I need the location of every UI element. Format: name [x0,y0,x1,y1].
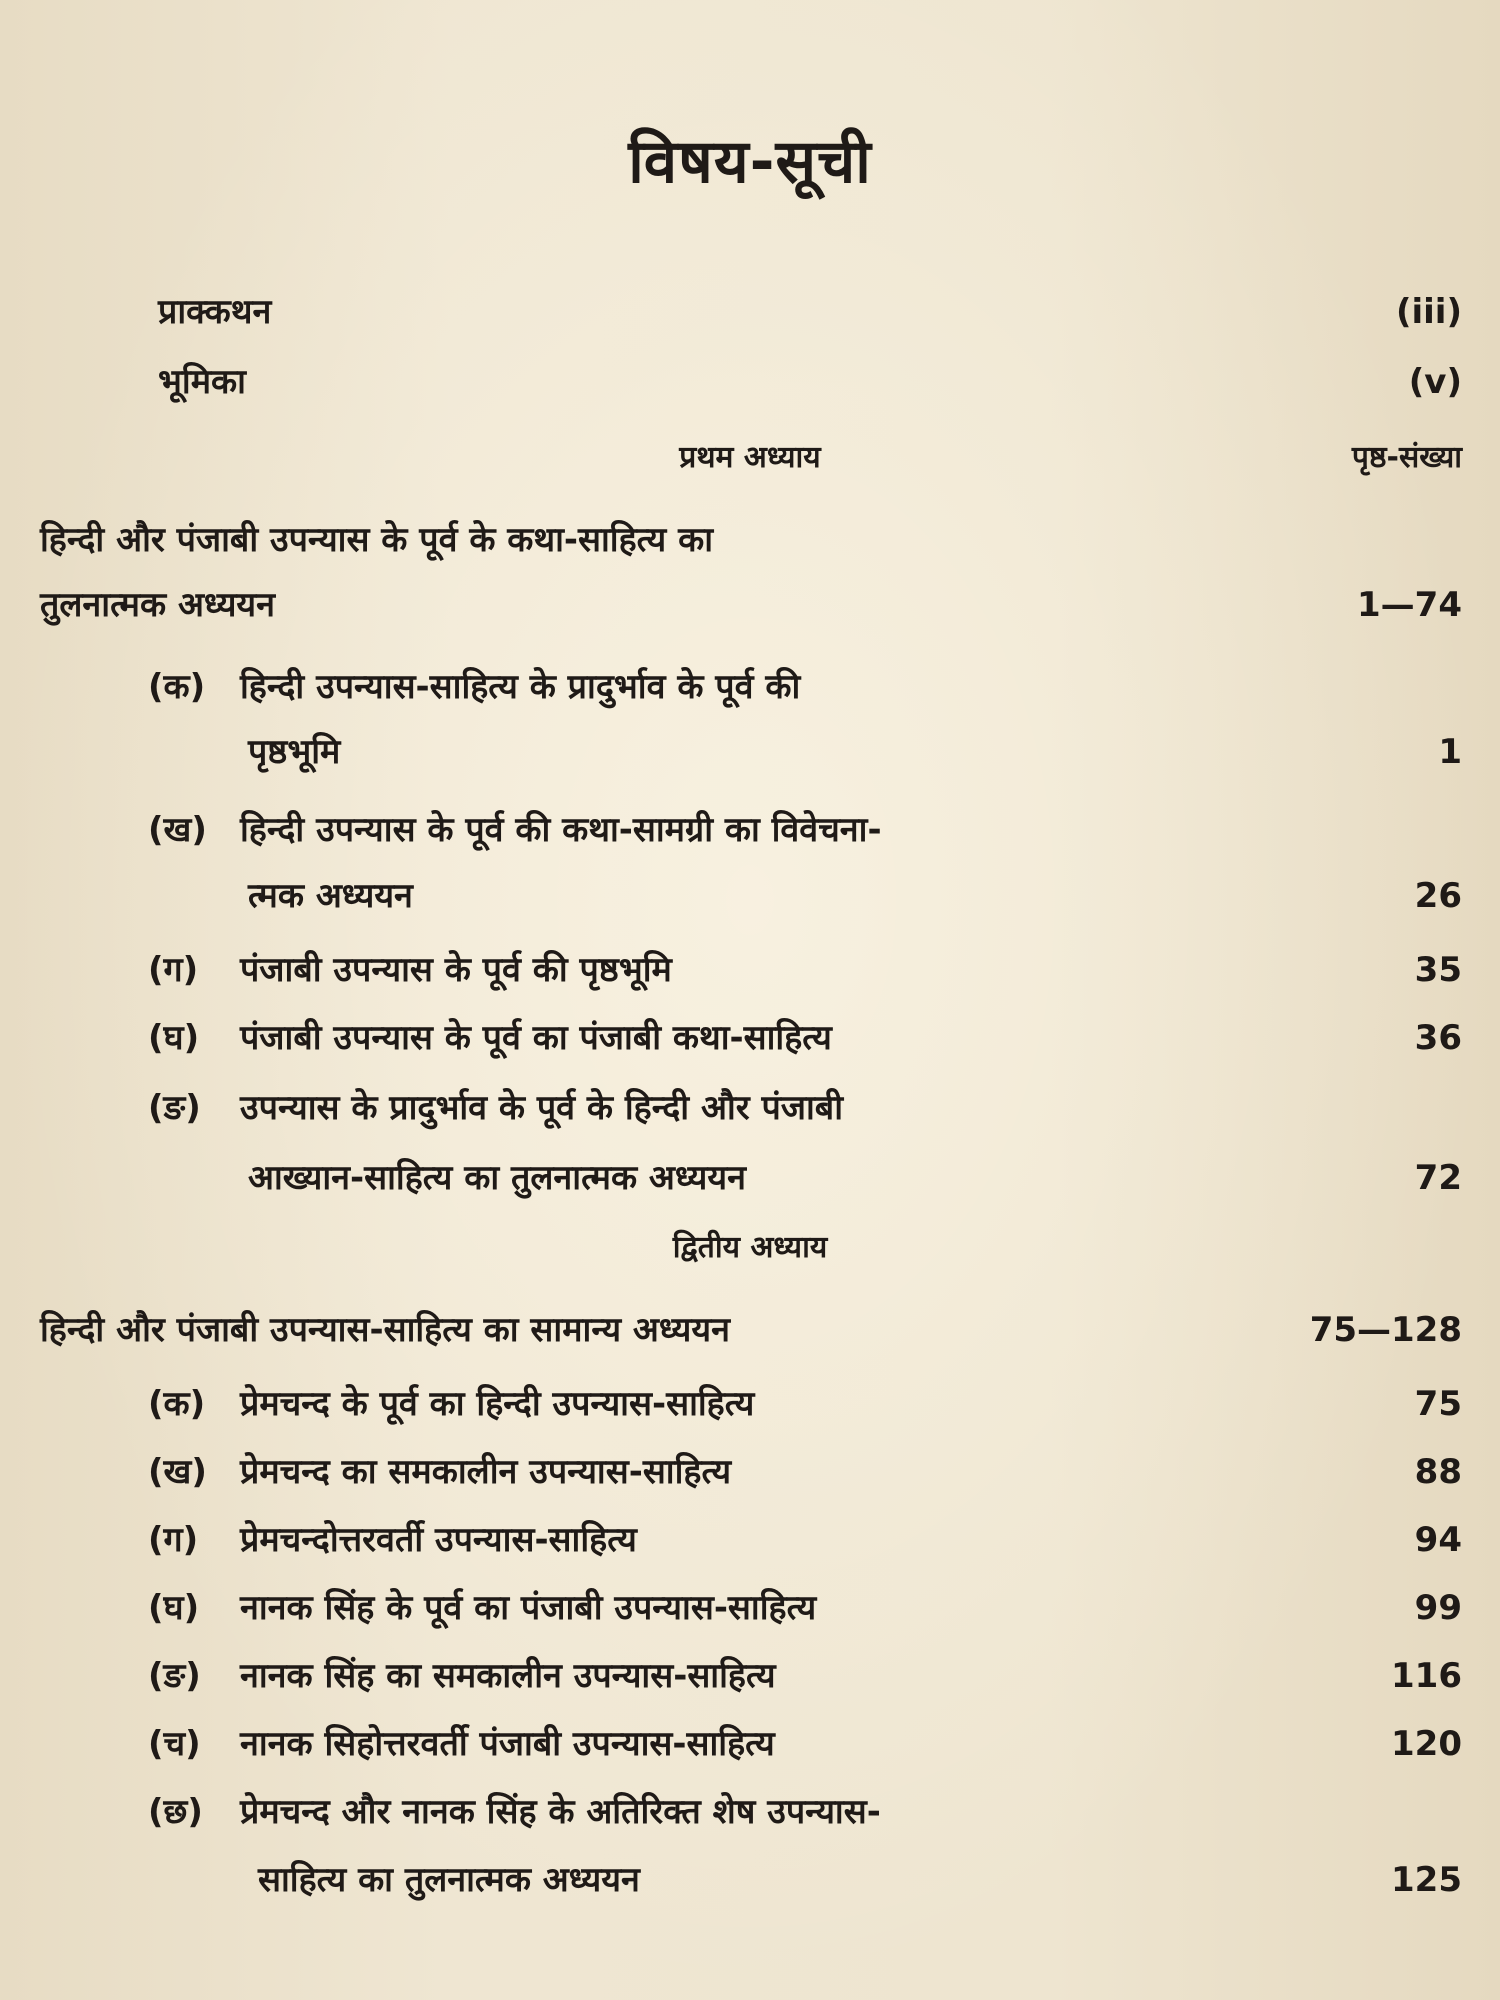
entry-page: (iii) [1395,292,1462,332]
toc-section [0,1782,1500,1842]
section-page: 99 [1414,1588,1462,1628]
toc-section-continuation [0,1850,1500,1910]
section-marker: (ख) [148,1452,207,1492]
toc-section-continuation [0,866,1500,926]
section-marker: (ग) [148,950,199,990]
section-title: साहित्य का तुलनात्मक अध्ययन [258,1860,640,1900]
chapter-heading-2: द्वितीय अध्याय [672,1230,828,1265]
chapter-title-1-line1 [0,510,1500,570]
section-page: 88 [1414,1452,1462,1492]
section-marker: (ङ) [148,1656,201,1696]
section-page: 120 [1391,1724,1462,1764]
section-page: 36 [1414,1018,1462,1058]
section-page: 72 [1414,1158,1462,1198]
section-marker: (ग) [148,1520,199,1560]
toc-section [0,1714,1500,1774]
section-title: त्मक अध्ययन [248,876,413,916]
toc-section-continuation [0,722,1500,782]
section-marker: (च) [148,1724,201,1764]
chapter-title-2 [0,1300,1500,1360]
toc-entry-introduction [0,352,1500,412]
chapter-title-1-line2 [0,575,1500,635]
chapter-title-text: हिन्दी और पंजाबी उपन्यास के पूर्व के कथा-साहित्य का [40,520,714,560]
section-title: प्रेमचन्दोत्तरवर्ती उपन्यास-साहित्य [240,1520,637,1560]
section-title: प्रेमचन्द के पूर्व का हिन्दी उपन्यास-साहित्य [240,1384,755,1424]
section-marker: (ख) [148,810,207,850]
section-page: 125 [1391,1860,1462,1900]
toc-section [0,1442,1500,1502]
section-marker: (घ) [148,1588,200,1628]
chapter-page-range: 1—74 [1357,585,1462,625]
section-page: 75 [1414,1384,1462,1424]
section-page: 94 [1414,1520,1462,1560]
toc-section [0,1008,1500,1068]
section-title: उपन्यास के प्रादुर्भाव के पूर्व के हिन्दी और पंजाबी [240,1088,844,1128]
section-title: नानक सिहोत्तरवर्ती पंजाबी उपन्यास-साहित्य [240,1724,775,1764]
section-page: 35 [1414,950,1462,990]
entry-label: प्राक्कथन [158,292,272,332]
toc-section [0,1374,1500,1434]
section-title: पंजाबी उपन्यास के पूर्व का पंजाबी कथा-साहित्य [240,1018,832,1058]
chapter-title-text: हिन्दी और पंजाबी उपन्यास-साहित्य का सामान्य अध्ययन [40,1310,730,1350]
section-page: 1 [1438,732,1462,772]
section-title: नानक सिंह का समकालीन उपन्यास-साहित्य [240,1656,776,1696]
section-title: प्रेमचन्द का समकालीन उपन्यास-साहित्य [240,1452,732,1492]
section-title: हिन्दी उपन्यास के पूर्व की कथा-सामग्री का विवेचना- [240,810,882,850]
toc-section-continuation [0,1148,1500,1208]
toc-section [0,1078,1500,1138]
toc-section [0,1578,1500,1638]
section-marker: (क) [148,1384,206,1424]
chapter-heading-1: प्रथम अध्याय [679,440,821,475]
toc-section [0,800,1500,860]
toc-section [0,940,1500,1000]
section-title: पृष्ठभूमि [248,732,341,772]
section-title: प्रेमचन्द और नानक सिंह के अतिरिक्त शेष उपन्यास- [240,1792,881,1832]
section-marker: (घ) [148,1018,200,1058]
section-title: आख्यान-साहित्य का तुलनात्मक अध्ययन [248,1158,746,1198]
section-title: पंजाबी उपन्यास के पूर्व की पृष्ठभूमि [240,950,672,990]
section-marker: (छ) [148,1792,203,1832]
section-marker: (ङ) [148,1088,201,1128]
toc-section [0,657,1500,717]
section-page: 26 [1414,876,1462,916]
toc-section [0,1646,1500,1706]
section-title: हिन्दी उपन्यास-साहित्य के प्रादुर्भाव के पूर्व की [240,667,801,707]
page-number-column-header: पृष्ठ-संख्या [1351,440,1462,475]
entry-page: (v) [1408,362,1462,402]
chapter-page-range: 75—128 [1309,1310,1462,1350]
entry-label: भूमिका [158,362,246,402]
section-marker: (क) [148,667,206,707]
toc-section [0,1510,1500,1570]
section-page: 116 [1391,1656,1462,1696]
page-title: विषय-सूची [628,127,872,197]
toc-entry-preface [0,282,1500,342]
section-title: नानक सिंह के पूर्व का पंजाबी उपन्यास-साहित्य [240,1588,817,1628]
chapter-title-text: तुलनात्मक अध्ययन [40,585,276,625]
